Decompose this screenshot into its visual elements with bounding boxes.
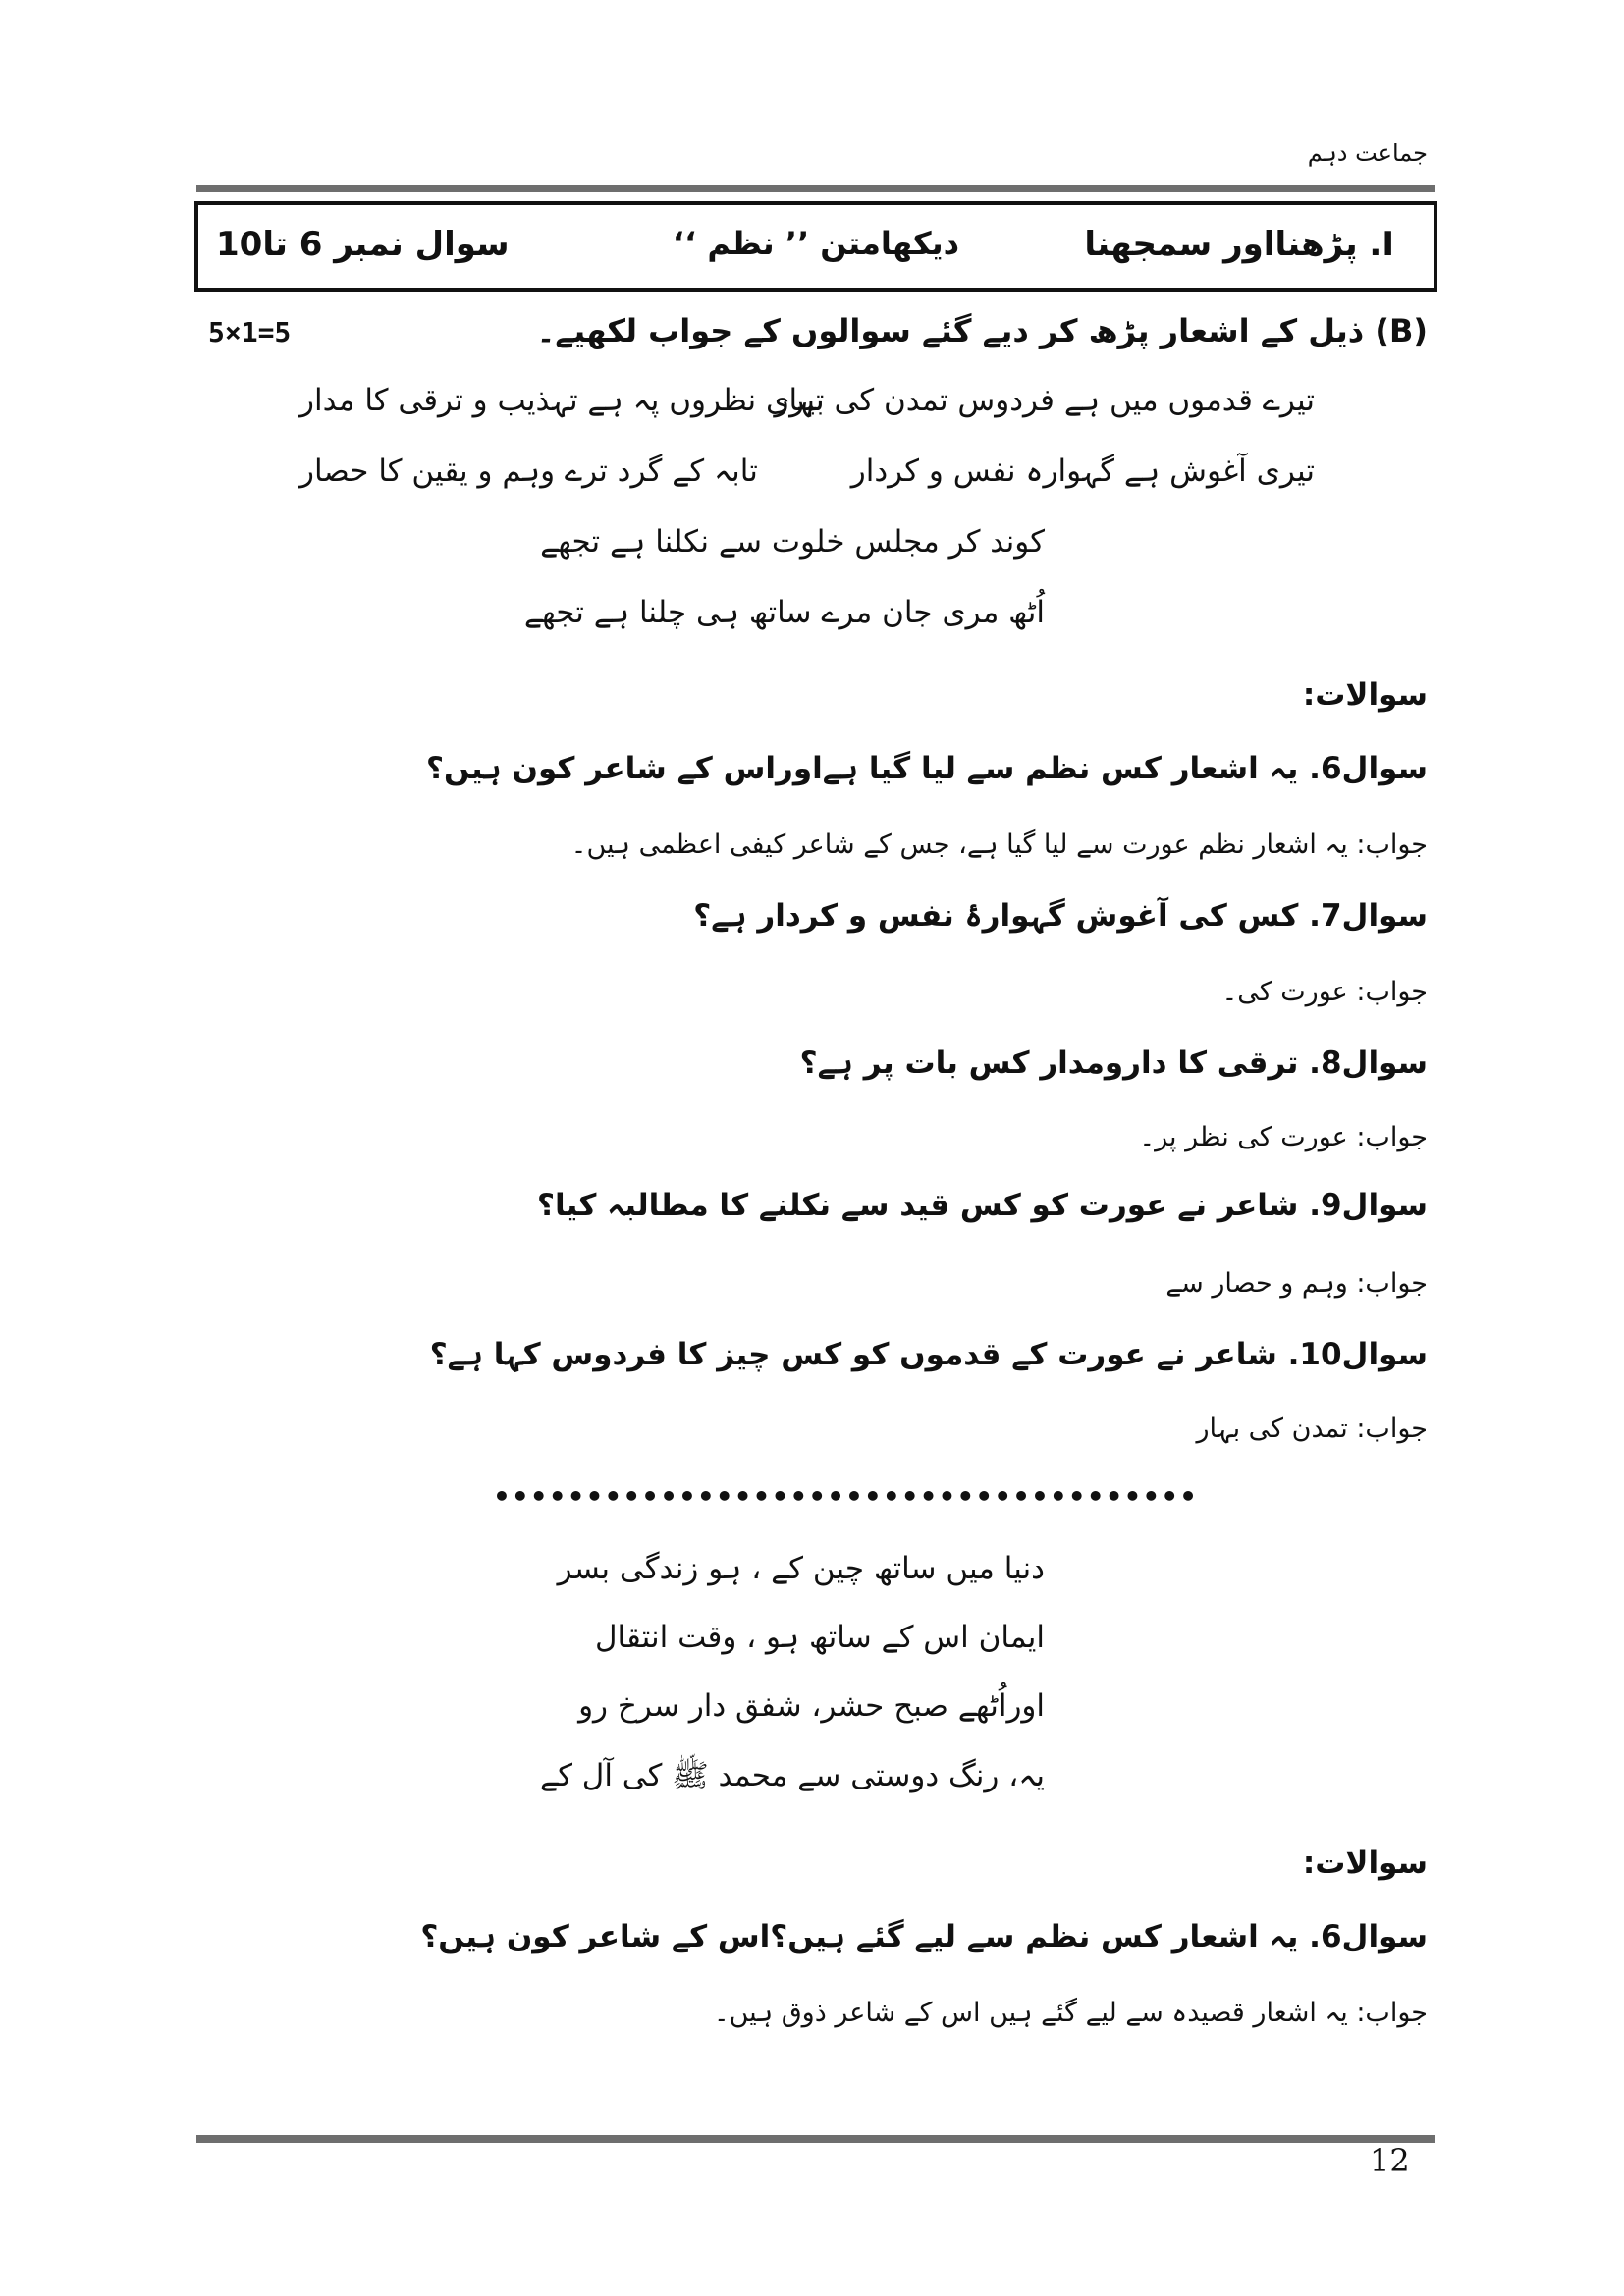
poem-line: اُٹھ مری جان مرے ساتھ ہی چلنا ہے تجھے: [523, 595, 1045, 630]
grade-label: جماعت دہم: [1307, 139, 1428, 167]
poem-line: تابہ کے گرد ترے وہم و یقین کا حصار: [299, 454, 758, 489]
poem-line: دنیا میں ساتھ چین کے ، ہو زندگی بسر: [557, 1551, 1045, 1586]
question-9: سوال9. شاعر نے عورت کو کس قید سے نکلنے کا مطالبہ کیا؟: [537, 1188, 1428, 1223]
answer-9: جواب: وہم و حصار سے: [1165, 1268, 1428, 1299]
section-title: I. پڑھنااور سمجھنا: [1084, 225, 1394, 264]
question-7: سوال7. کس کی آغوش گہوارۂ نفس و کردار ہے؟: [693, 898, 1428, 934]
questions-heading: سوالات:: [1302, 677, 1428, 713]
answer-8: جواب: عورت کی نظر پر۔: [1139, 1122, 1428, 1152]
question-range: سوال نمبر 6 تا10: [216, 225, 510, 264]
questions-heading: سوالات:: [1302, 1845, 1428, 1881]
question-8: سوال8. ترقی کا دارومدار کس بات پر ہے؟: [799, 1045, 1428, 1081]
answer-6: جواب: یہ اشعار نظم عورت سے لیا گیا ہے، جس کے شاعر کیفی اعظمی ہیں۔: [570, 829, 1428, 860]
question-6b: سوال6. یہ اشعار کس نظم سے لیے گئے ہیں؟اس کے شاعر کون ہیں؟: [420, 1919, 1428, 1954]
question-6: سوال6. یہ اشعار کس نظم سے لیا گیا ہےاوراس کے شاعر کون ہیں؟: [426, 751, 1428, 786]
poem-line: کوند کر مجلس خلوت سے نکلنا ہے تجھے: [540, 524, 1045, 560]
page-number: 12: [1370, 2142, 1410, 2179]
passage-type: دیکھامتن ’’ نظم ‘‘: [672, 225, 960, 262]
poem-block-1: [0, 383, 1624, 667]
poem-line: اوراُٹھے صبح حشر، شفق دار سرخ رو: [578, 1688, 1045, 1724]
poem-line: یہ، رنگ دوستی سے محمد ﷺ کی آل کے: [540, 1758, 1045, 1793]
answer-6b: جواب: یہ اشعار قصیدہ سے لیے گئے ہیں اس کے شاعر ذوق ہیں۔: [713, 1998, 1428, 2028]
section-header-box: [194, 201, 1437, 292]
poem-line: تیری آغوش ہے گہوارہ نفس و کردار: [850, 454, 1315, 489]
poem-line: تیرے قدموں میں ہے فردوس تمدن کی بہار: [774, 383, 1315, 418]
question-10: سوال10. شاعر نے عورت کے قدموں کو کس چیز کا فردوس کہا ہے؟: [429, 1337, 1428, 1372]
dotted-separator: ••••••••••••••••••••••••••••••••••••••: [493, 1480, 1199, 1513]
answer-10: جواب: تمدن کی بہار: [1196, 1414, 1428, 1444]
top-rule: [196, 185, 1435, 192]
marks-label: 5×1=5: [208, 316, 292, 348]
poem-line: تیری نظروں پہ ہے تہذیب و ترقی کا مدار: [299, 383, 825, 418]
poem-line: ایمان اس کے ساتھ ہو ، وقت انتقال: [594, 1620, 1045, 1655]
bottom-rule: [196, 2135, 1435, 2143]
instruction: (B) ذیل کے اشعار پڑھ کر دیے گئے سوالوں کے جواب لکھیے۔: [536, 312, 1428, 349]
answer-7: جواب: عورت کی۔: [1221, 977, 1428, 1007]
